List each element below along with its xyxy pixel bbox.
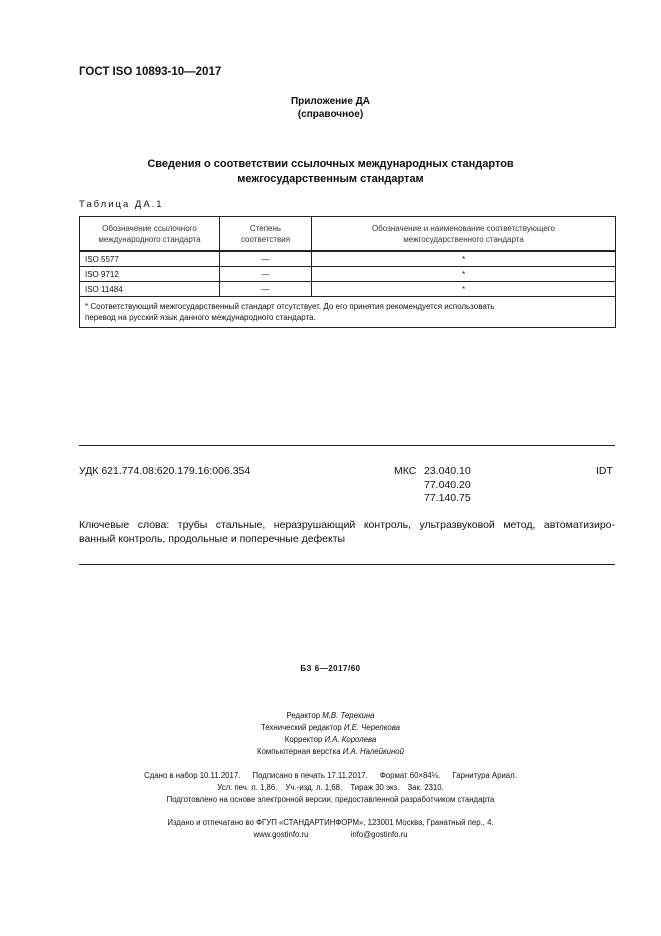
cell-national: *	[312, 251, 616, 267]
credit-label: Редактор	[286, 711, 321, 720]
imprint-signed-date: Подписано в печать 17.11.2017.	[252, 771, 368, 780]
table-footnote	[80, 297, 616, 328]
credit-corrector	[0, 734, 661, 746]
header-col2-line1: Степень	[249, 223, 282, 233]
divider-bottom	[79, 564, 615, 565]
section-title-line2: межгосударственным стандартам	[237, 173, 424, 185]
imprint-order: Зак. 2310.	[407, 783, 444, 792]
footnote-line2: перевод на русский язык данного международного стандарта.	[85, 313, 316, 322]
imprint-set-date: Сдано в набор 10.11.2017.	[144, 771, 241, 780]
divider-top	[79, 445, 615, 446]
credit-name: И.А. Налейкиной	[342, 747, 404, 756]
cell-national: *	[312, 267, 616, 282]
header-col3-line1: Обозначение и наименование соответствующего	[372, 223, 555, 233]
header-col3-line2: межгосударственного стандарта	[403, 234, 524, 244]
mks-code: 23.040.10	[424, 465, 471, 477]
appendix-title: Приложение ДА	[290, 96, 371, 107]
imprint-prepared: Подготовлено на основе электронной версии, предоставленной разработчиком стандарта	[166, 795, 495, 804]
credit-name: И.А. Королева	[324, 735, 377, 744]
header-reference-standard	[80, 217, 220, 252]
document-header-standard-id: ГОСТ ISO 10893-10—2017	[79, 66, 222, 78]
imprint-published: Издано и отпечатано во ФГУП «СТАНДАРТИНФОРМ», 123001 Москва, Гранатный пер., 4.	[167, 818, 494, 827]
credit-label: Компьютерная верстка	[257, 747, 341, 756]
header-col1-line1: Обозначение ссылочного	[102, 223, 197, 233]
website-link[interactable]: www.gostinfo.ru	[253, 830, 309, 839]
credit-tech-editor	[0, 722, 661, 734]
keywords-line1: Ключевые слова: трубы стальные, неразрушающий контроль, ультразвуковой метод, автоматизиро-	[79, 519, 615, 531]
keywords-line2: ванный контроль, продольные и поперечные дефекты	[79, 533, 346, 545]
header-degree	[220, 217, 312, 252]
cell-degree: —	[220, 267, 312, 282]
table-row	[80, 267, 616, 282]
credit-layout	[0, 746, 661, 758]
cell-degree: —	[220, 282, 312, 297]
mks-label: МКС	[394, 465, 417, 477]
imprint-font: Гарнитура Ариал.	[452, 771, 517, 780]
mks-code: 77.040.20	[424, 478, 471, 491]
header-national-standard	[312, 217, 616, 252]
bz-number: БЗ 6—2017/60	[300, 664, 361, 673]
imprint-sheets: Усл. печ. л. 1,86.	[217, 783, 278, 792]
credit-name: М.В. Терехина	[322, 711, 375, 720]
cell-reference: ISO 9712	[80, 267, 220, 282]
imprint-format: Формат 60×84⅛.	[379, 771, 441, 780]
table-footnote-row	[80, 297, 616, 328]
keywords	[79, 518, 615, 546]
credit-label: Технический редактор	[261, 723, 342, 732]
section-title-line1: Сведения о соответствии ссылочных международных стандартов	[147, 158, 514, 170]
reference-standards-table	[79, 216, 616, 328]
mks-code: 77.140.75	[424, 492, 471, 504]
header-col2-line2: соответствия	[240, 234, 291, 244]
table-caption: Таблица ДА.1	[79, 199, 164, 210]
idt-label: IDT	[596, 465, 613, 477]
credit-editor	[0, 710, 661, 722]
credit-name: И.Е. Черепкова	[343, 723, 400, 732]
table-row	[80, 282, 616, 297]
imprint-line-dates	[0, 770, 661, 782]
udk-code: УДК 621.774.08:620.179.16:006.354	[79, 465, 251, 477]
header-col1-line2: международного стандарта	[98, 234, 201, 244]
footnote-line1: * Соответствующий межгосударственный стандарт отсутствует. До его принятия рекомендуется использовать	[85, 302, 495, 311]
cell-reference: ISO 5577	[80, 251, 220, 267]
imprint-run: Тираж 30 экз.	[350, 783, 400, 792]
cell-national: *	[312, 282, 616, 297]
cell-reference: ISO 11484	[80, 282, 220, 297]
appendix-subtitle: (справочное)	[297, 109, 364, 120]
imprint-line-sheets	[0, 782, 661, 794]
imprint-contacts	[0, 829, 661, 841]
cell-degree: —	[220, 251, 312, 267]
table-header-row	[80, 217, 616, 252]
email-link[interactable]: info@gostinfo.ru	[350, 830, 408, 839]
imprint-pub-sheets: Уч.-изд. л. 1,68.	[285, 783, 343, 792]
mks-codes	[424, 465, 471, 506]
table-row	[80, 251, 616, 267]
credit-label: Корректор	[284, 735, 323, 744]
